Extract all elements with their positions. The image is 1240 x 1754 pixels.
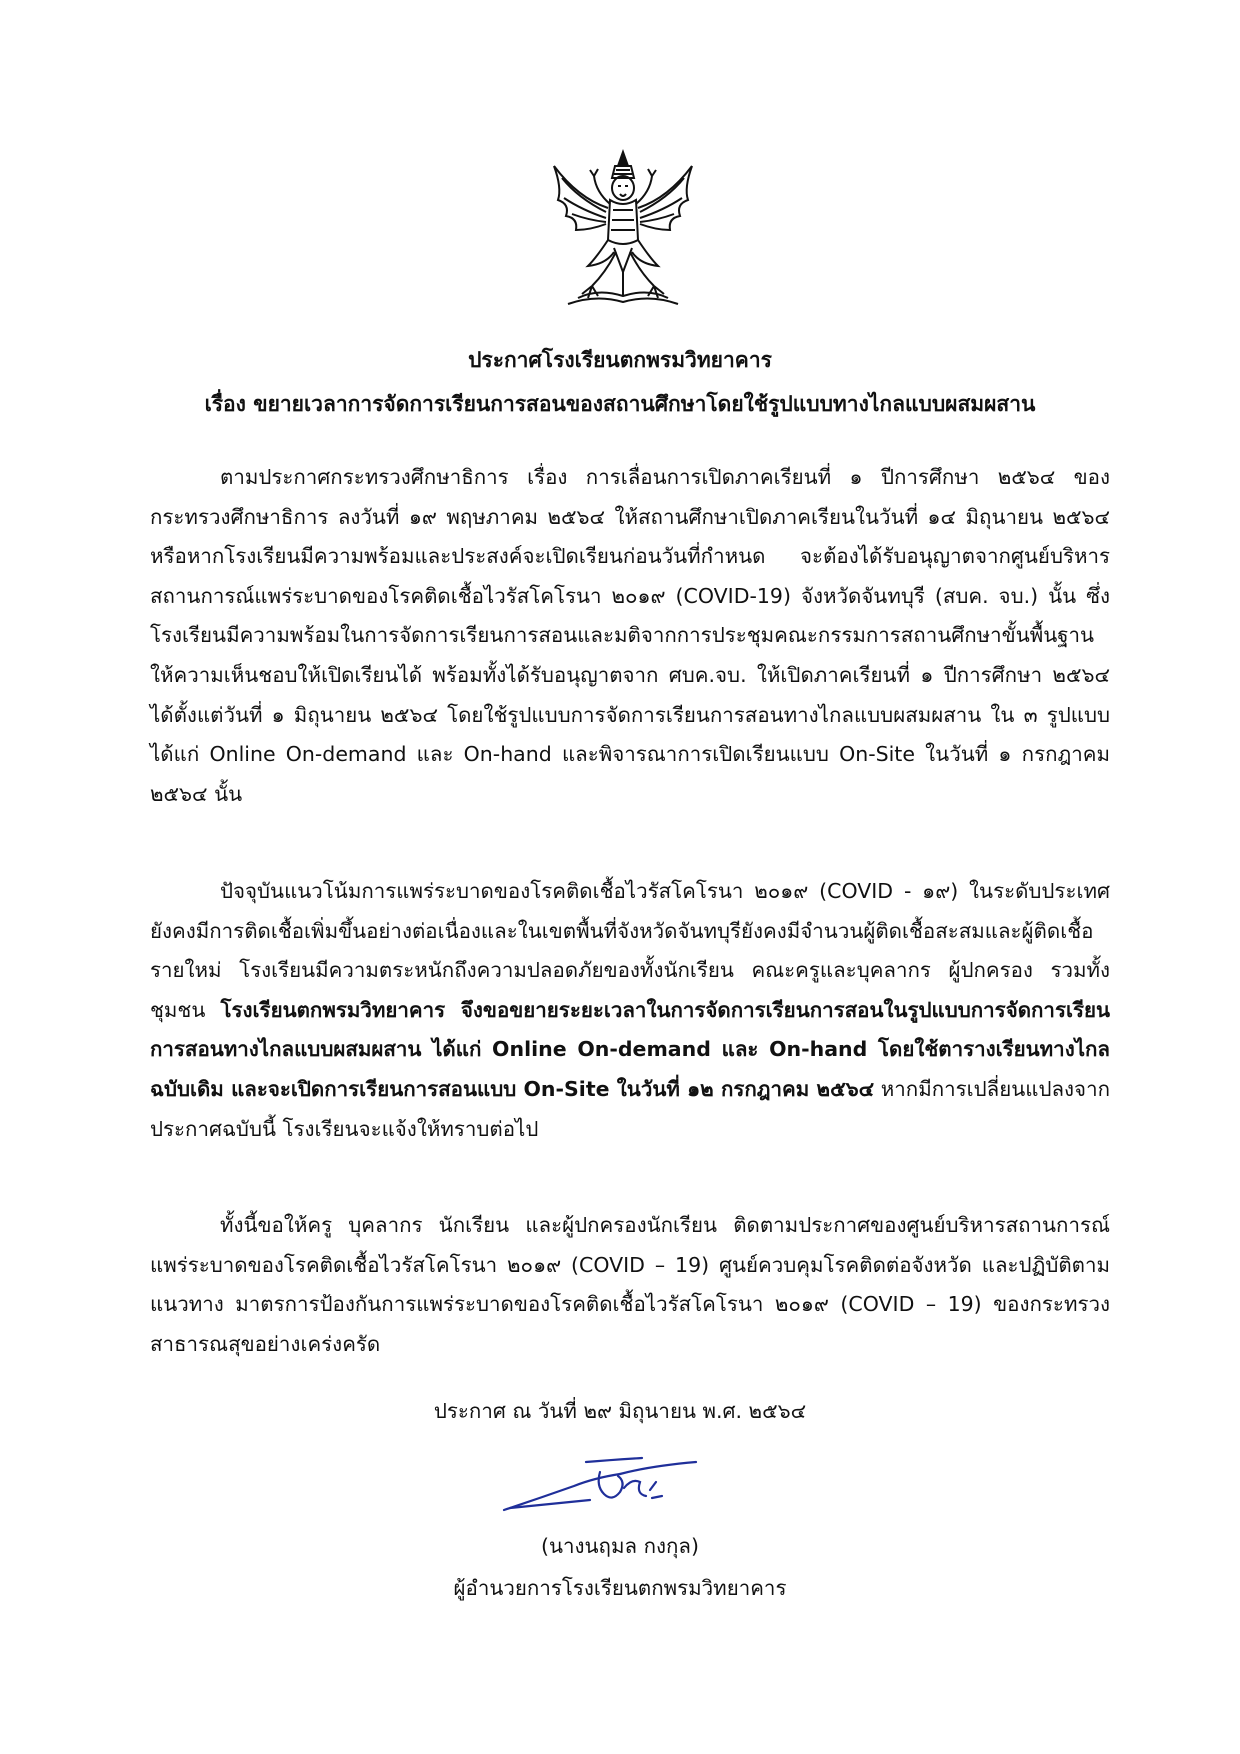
announcement-subject: เรื่อง ขยายเวลาการจัดการเรียนการสอนของสถานศึกษาโดยใช้รูปแบบทางไกลแบบผสมผสาน [204, 392, 1036, 416]
announcement-title: ประกาศโรงเรียนตกพรมวิทยาคาร [468, 348, 772, 372]
signer-position: ผู้อำนวยการโรงเรียนตกพรมวิทยาคาร [453, 1576, 787, 1600]
paragraph-2-intro: ปัจจุบันแนวโน้มการแพร่ระบาดของโรคติดเชื้อไวรัสโคโรนา ๒๐๑๙ (COVID - ๑๙) ในระดับประเทศยังคงมีการติดเชื้อเพิ่มขึ้นอย่างต่อเนื่องและในเขตพื้นที่จังหวัดจันทบุรียังคงมีจำนวนผู้ติดเชื้อสะสมและผู้ติดเชื้อรายใหม่ โรงเรียนมีความตระหนักถึงความปลอดภัยของทั้งนักเรียน คณะครูและบุคลากร ผู้ปกครอง รวมทั้งชุมชน [150, 879, 1110, 1022]
signer-name: (นางนฤมล กงกุล) [541, 1534, 699, 1558]
paragraph-1: ตามประกาศกระทรวงศึกษาธิการ เรื่อง การเลื่อนการเปิดภาคเรียนที่ ๑ ปีการศึกษา ๒๕๖๔ ของกระทรวงศึกษาธิการ ลงวันที่ ๑๙ พฤษภาคม ๒๕๖๔ ให้สถานศึกษาเปิดภาคเรียนในวันที่ ๑๔ มิถุนายน ๒๕๖๔ หรือหากโรงเรียนมีความพร้อมและประสงค์จะเปิดเรียนก่อนวันที่กำหนด จะต้องได้รับอนุญาตจากศูนย์บริหารสถานการณ์แพร่ระบาดของโรคติดเชื้อไวรัสโคโรนา ๒๐๑๙ (COVID-19) จังหวัดจันทบุรี (สบค. จบ.) นั้น ซึ่งโรงเรียนมีความพร้อมในการจัดการเรียนการสอนและมติจากการประชุมคณะกรรมการสถานศึกษาขั้นพื้นฐาน ให้ความเห็นชอบให้เปิดเรียนได้ พร้อมทั้งได้รับอนุญาตจาก ศบค.จบ. ให้เปิดภาคเรียนที่ ๑ ปีการศึกษา ๒๕๖๔ ได้ตั้งแต่วันที่ ๑ มิถุนายน ๒๕๖๔ โดยใช้รูปแบบการจัดการเรียนการสอนทางไกลแบบผสมผสาน ใน ๓ รูปแบบ ได้แก่ Online On-demand และ On-hand และพิจารณาการเปิดเรียนแบบ On-Site ในวันที่ ๑ กรกฎาคม ๒๕๖๔ นั้น [150, 465, 1110, 806]
signature-icon [500, 1452, 700, 1522]
paragraph-3: ทั้งนี้ขอให้ครู บุคลากร นักเรียน และผู้ปกครองนักเรียน ติดตามประกาศของศูนย์บริหารสถานการณ์ แพร่ระบาดของโรคติดเชื้อไวรัสโคโรนา ๒๐๑๙ (COVID – 19) ศูนย์ควบคุมโรคติดต่อจังหวัด และปฏิบัติตามแนวทาง มาตรการป้องกันการแพร่ระบาดของโรคติดเชื้อไวรัสโคโรนา ๒๐๑๙ (COVID – 19) ของกระทรวงสาธารณสุขอย่างเคร่งครัด [150, 1213, 1110, 1356]
garuda-emblem-icon [548, 148, 698, 308]
paragraph-2-bold: โรงเรียนตกพรมวิทยาคาร จึงขอขยายระยะเวลาในการจัดการเรียนการสอนในรูปแบบการจัดการเรียน การสอนทางไกลแบบผสมผสาน ได้แก่ Online On-demand และ On-hand โดยใช้ตารางเรียนทางไกลฉบับเดิม และจะเปิดการเรียนการสอนแบบ On-Site ในวันที่ ๑๒ กรกฎาคม ๒๕๖๔ [150, 997, 1110, 1101]
paragraph-2 [150, 872, 1110, 1149]
announce-date: ประกาศ ณ วันที่ ๒๙ มิถุนายน พ.ศ. ๒๕๖๔ [433, 1399, 807, 1423]
paragraph-2-end: หากมีการเปลี่ยนแปลงจากประกาศฉบับนี้ โรงเรียนจะแจ้งให้ทราบต่อไป [150, 1076, 1110, 1141]
